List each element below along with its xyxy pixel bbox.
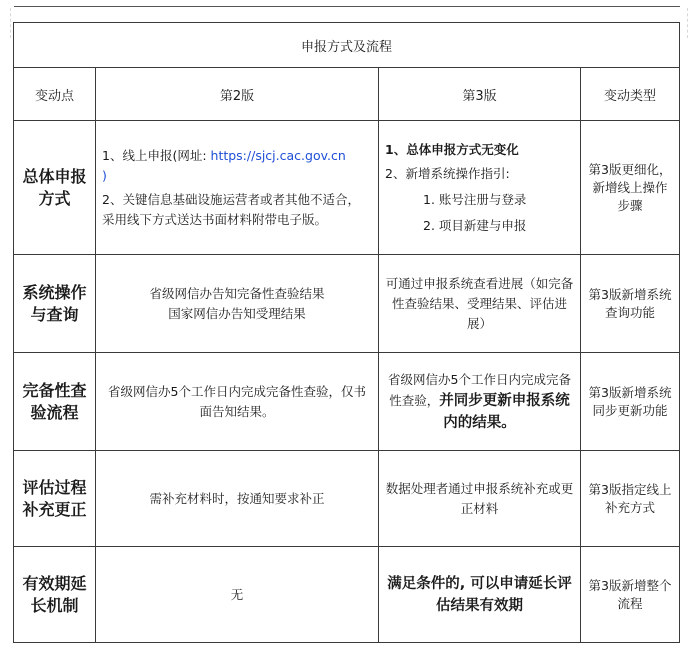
header-change-type: 变动类型 xyxy=(581,68,680,121)
declaration-url-link[interactable]: https://sjcj.cac.gov.cn xyxy=(210,147,346,163)
row-point: 评估过程补充更正 xyxy=(14,451,96,547)
table-row xyxy=(14,121,680,255)
header-version-2: 第2版 xyxy=(96,68,379,121)
v2-cell: 省级网信办5个工作日内完成完备性查验，仅书面告知结果。 xyxy=(96,353,379,451)
v3-sub-item-1: 1. 账号注册与登录 xyxy=(423,191,527,207)
change-type: 第3版新增系统查询功能 xyxy=(581,255,680,353)
change-type: 第3版更细化，新增线上操作步骤 xyxy=(581,121,680,255)
table-row xyxy=(14,255,680,353)
v3-cell: 数据处理者通过申报系统补充或更正材料 xyxy=(379,451,581,547)
table-row xyxy=(14,353,680,451)
v2-cell: 无 xyxy=(96,547,379,643)
v3-cell: 可通过申报系统查看进展（如完备性查验结果、受理结果、评估进展） xyxy=(379,255,581,353)
v3-cell xyxy=(379,353,581,451)
table-title: 申报方式及流程 xyxy=(14,23,680,68)
row-point: 完备性查验流程 xyxy=(14,353,96,451)
v2-item-1-suffix: ) xyxy=(102,167,107,183)
v3-text-normal: 省级网信办5个工作日内完成完备性查验， xyxy=(388,371,571,408)
row-point: 有效期延长机制 xyxy=(14,547,96,643)
change-type: 第3版新增系统同步更新功能 xyxy=(581,353,680,451)
change-type: 第3版指定线上补充方式 xyxy=(581,451,680,547)
process-comparison-table xyxy=(13,22,680,643)
v2-item-1 xyxy=(102,146,372,186)
v2-cell xyxy=(96,121,379,255)
table-row xyxy=(14,547,680,643)
page-top-rule xyxy=(14,6,680,7)
header-version-3: 第3版 xyxy=(379,68,581,121)
header-change-point: 变动点 xyxy=(14,68,96,121)
v2-item-1-prefix: 1、线上申报(网址: xyxy=(102,147,211,163)
v3-item-2: 2、新增系统操作指引: xyxy=(385,165,510,181)
v3-item-1: 1、总体申报方式无变化 xyxy=(385,141,519,157)
change-type: 第3版新增整个流程 xyxy=(581,547,680,643)
row-point: 系统操作与查询 xyxy=(14,255,96,353)
v2-line-2: 国家网信办告知受理结果 xyxy=(168,305,306,321)
v2-cell xyxy=(96,255,379,353)
v2-cell: 需补充材料时，按通知要求补正 xyxy=(96,451,379,547)
row-point: 总体申报方式 xyxy=(14,121,96,255)
v3-text-bold: 并同步更新申报系统内的结果。 xyxy=(439,392,570,431)
v3-cell xyxy=(379,121,581,255)
v2-line-1: 省级网信办告知完备性查验结果 xyxy=(149,285,325,301)
v3-sub-item-2: 2. 项目新建与申报 xyxy=(423,217,527,233)
table-row xyxy=(14,451,680,547)
v3-cell: 满足条件的, 可以申请延长评估结果有效期 xyxy=(379,547,581,643)
v2-item-2: 2、关键信息基础设施运营者或者其他不适合，采用线下方式送达书面材料附带电子版。 xyxy=(102,191,360,227)
